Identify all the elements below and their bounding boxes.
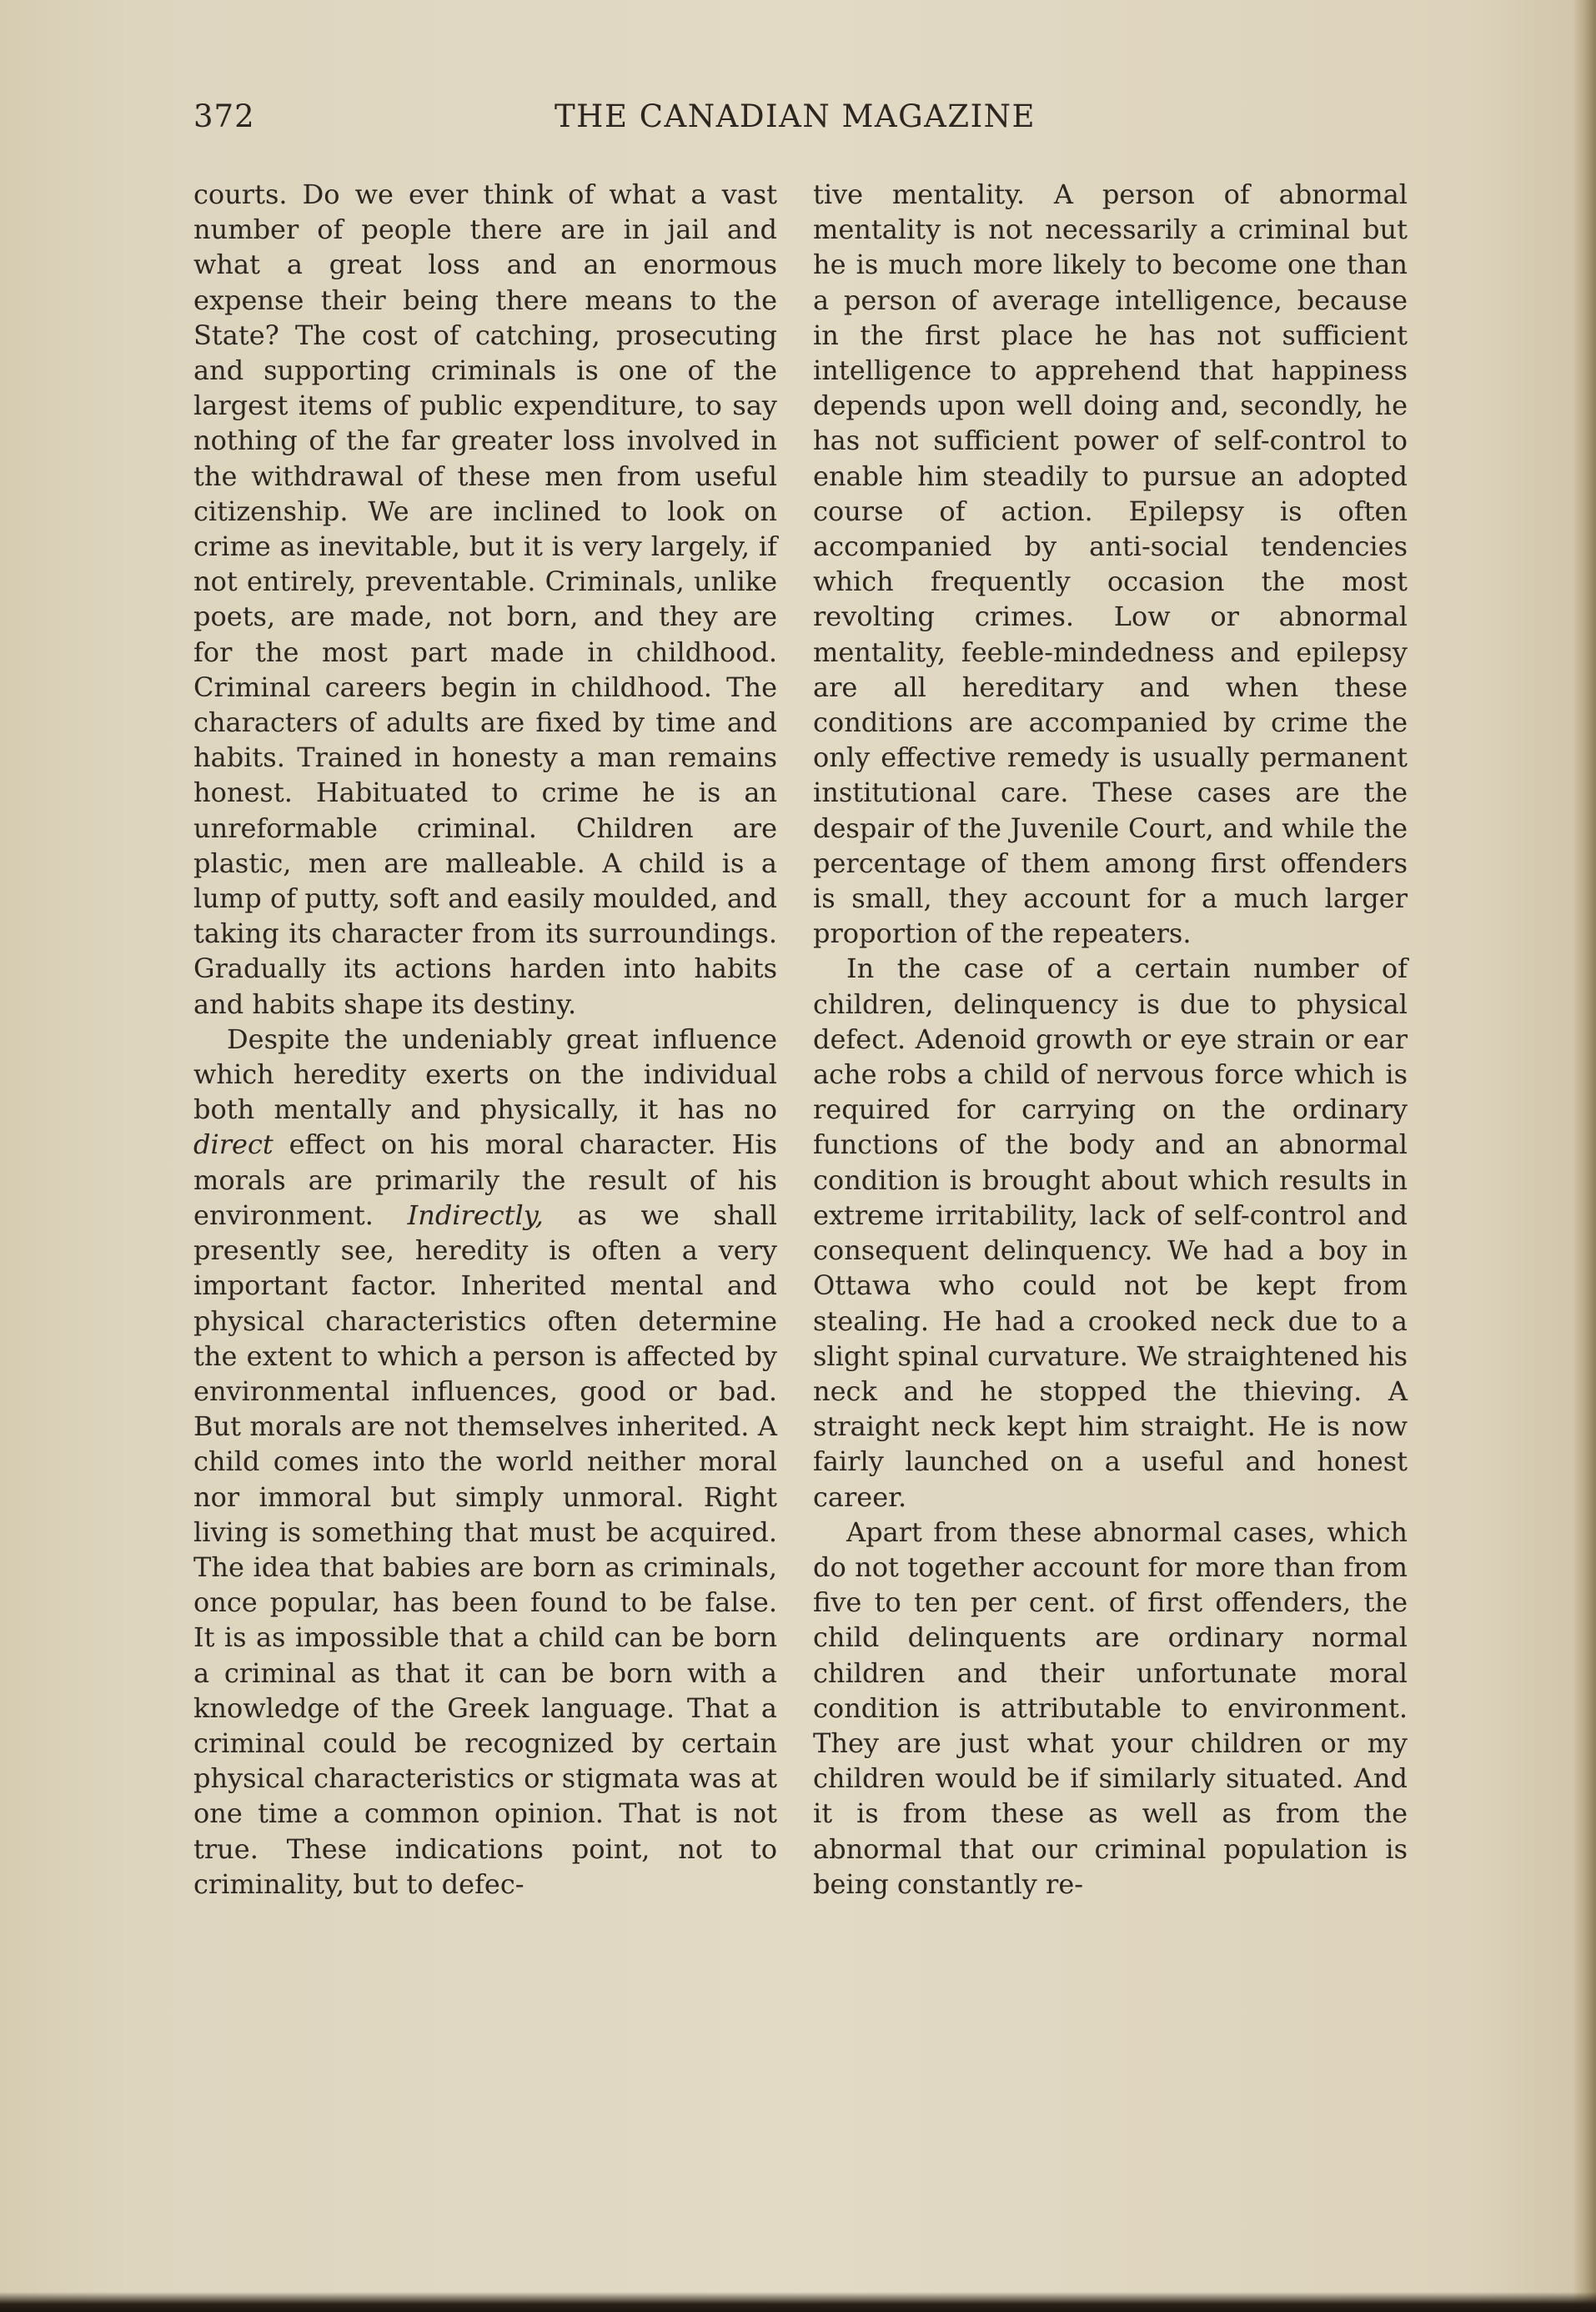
page-header: [0, 98, 1596, 148]
paragraph: courts. Do we ever think of what a vast number of people there are in jail and what a great loss and an enormous expense their being there means to the State? The cost of catching, prosecuting and supporting criminals is one of the largest items of public expenditure, to say nothing of the far greater loss involved in the withdrawal of these men from useful citizenship. We are inclined to look on crime as inevitable, but it is very largely, if not entirely, preventable. Criminals, unlike poets, are made, not born, and they are for the most part made in childhood. Criminal careers begin in childhood. The characters of adults are fixed by time and habits. Trained in honesty a man remains honest. Habituated to crime he is an unreformable criminal. Children are plastic, men are malleable. A child is a lump of putty, soft and easily moulded, and taking its character from its surroundings. Gradually its actions harden into habits and habits shape its destiny.: [193, 178, 777, 1020]
emphasis-text: direct: [193, 1128, 274, 1161]
page-number: 372: [193, 98, 255, 134]
paragraph: tive mentality. A person of abnormal mentality is not necessarily a criminal but he is much more likely to become one than a person of average intelligence, because in the first place he has not sufficient intelligence to apprehend that happiness depends upon well doing and, secondly, he has not sufficient power of self-control to enable him steadily to pursue an adopted course of action. Epilepsy is often accompanied by anti-social tendencies which frequently occasion the most revolting crimes. Low or abnormal mentality, feeble-mindedness and epilepsy are all hereditary and when these conditions are accompanied by crime the only effective remedy is usually permanent institutional care. These cases are the despair of the Juvenile Court, and while the percentage of them among first offenders is small, they account for a much larger proportion of the repeaters.: [813, 178, 1408, 950]
paragraph: Apart from these abnormal cases, which do not together account for more than from five to ten per cent. of first offenders, the child delinquents are ordinary normal children and their unfortunate moral condition is attributable to environment. They are just what your children or my children would be if similarly situated. And it is from these as well as from the abnormal that our criminal population is being constantly re-: [813, 1515, 1408, 1900]
text-run: Despite the undeniably great influence which heredity exerts on the individual both mentally and physically, it has no: [193, 1023, 777, 1126]
emphasis-text: Indirectly,: [407, 1199, 544, 1231]
right-column: [813, 177, 1408, 1902]
left-column: [193, 177, 777, 1902]
page-bottom-shadow: [0, 2292, 1596, 2312]
paragraph: In the case of a certain number of children, delinquency is due to physical defect. Adenoid growth or eye strain or ear ache robs a child of nervous force which is required for carrying on the ordinary functions of the body and an abnormal condition is brought about which results in extreme irritability, lack of self-control and consequent delinquency. We had a boy in Ottawa who could not be kept from stealing. He had a crooked neck due to a slight spinal curvature. We straightened his neck and he stopped the thieving. A straight neck kept him straight. He is now fairly launched on a useful and honest career.: [813, 952, 1408, 1513]
running-head: THE CANADIAN MAGAZINE: [555, 98, 1036, 134]
page-edge-shadow: [1573, 0, 1596, 2312]
paragraph: [193, 1022, 777, 1902]
text-run: as we shall presently see, heredity is often a very important factor. Inherited mental and physical characteristics often determine the extent to which a person is affected by environmental influences, good or bad. But morals are not themselves inherited. A child comes into the world neither moral nor immoral but simply unmoral. Right living is something that must be acquired. The idea that babies are born as criminals, once popular, has been found to be false. It is as impossible that a child can be born a criminal as that it can be born with a knowledge of the Greek language. That a criminal could be recognized by certain physical characteristics or stigmata was at one time a common opinion. That is not true. These indications point, not to criminality, but to defec-: [193, 1199, 778, 1900]
text-run: effect on his moral character. His morals are primarily the result of his environment.: [193, 1128, 777, 1231]
